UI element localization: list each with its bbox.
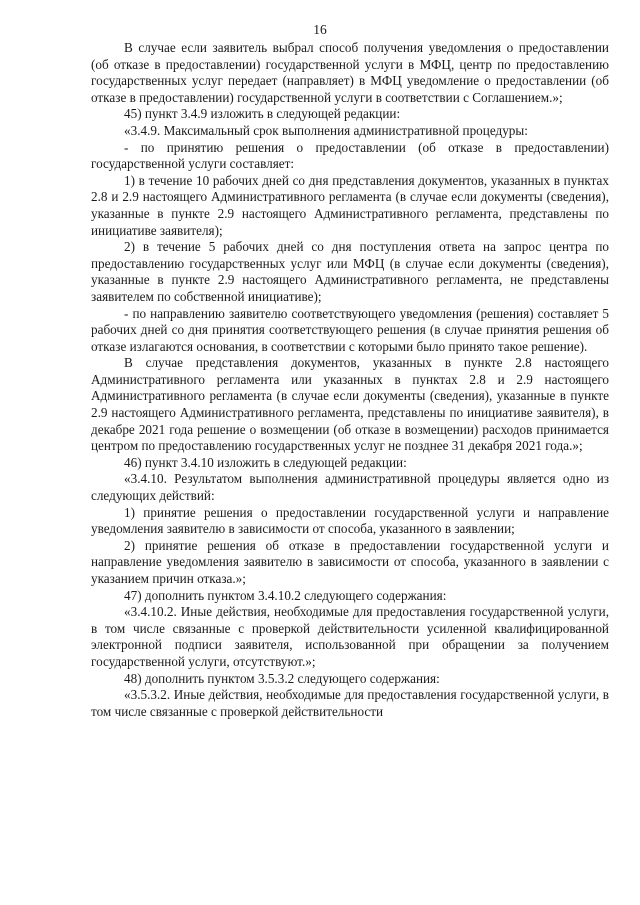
paragraph: - по принятию решения о предоставлении (об отказе в предоставлении) государственной услуги составляет: xyxy=(91,139,609,172)
paragraph: В случае представления документов, указанных в пункте 2.8 настоящего Административного регламента или указанных в пунктах 2.8 и 2.9 настоящего Административного регламента (в случае если документы (сведения), указанные в пункте 2.9 настоящего Административного регламента, представлены по инициативе заявителя), в декабре 2021 года решение о возмещении (об отказе в возмещении) расходов принимается центром по предоставлению государственных услуг не позднее 31 декабря 2021 года.»; xyxy=(91,355,609,454)
paragraph: 45) пункт 3.4.9 изложить в следующей редакции: xyxy=(124,106,401,122)
paragraph: 1) в течение 10 рабочих дней со дня представления документов, указанных в пунктах 2.8 и 2.9 настоящего Административного регламента (в случае если документы (сведения), указанные в пункте 2.9 настоящего Административного регламента, представлены по инициативе заявителя); xyxy=(91,172,609,238)
paragraph: «3.4.9. Максимальный срок выполнения административной процедуры: xyxy=(124,122,528,138)
paragraph: «3.4.10. Результатом выполнения административной процедуры является одно из следующих действий: xyxy=(91,471,609,504)
paragraph: 46) пункт 3.4.10 изложить в следующей редакции: xyxy=(124,454,407,470)
paragraph: 47) дополнить пунктом 3.4.10.2 следующего содержания: xyxy=(124,587,447,603)
paragraph: В случае если заявитель выбрал способ получения уведомления о предоставлении (об отказе в предоставлении) государственной услуги в МФЦ, центр по предоставлению государственных услуг передает (направляет) в МФЦ уведомление о предоставлении (об отказе в предоставлении) государственной услуги в соответствии с Соглашением.»; xyxy=(91,40,609,105)
paragraph: «3.5.3.2. Иные действия, необходимые для предоставления государственной услуги, в том числе связанные с проверкой действительности xyxy=(91,687,609,719)
paragraph: 1) принятие решения о предоставлении государственной услуги и направление уведомления заявителю в зависимости от способа, указанного в заявлении; xyxy=(91,504,609,537)
paragraph: - по направлению заявителю соответствующего уведомления (решения) составляет 5 рабочих дней со дня принятия соответствующего решения (в случае принятия решения об отказе излагаются основания, в соответствии с которыми было принято такое решение). xyxy=(91,305,609,354)
paragraph: 2) принятие решения об отказе в предоставлении государственной услуги и направление уведомления заявителю в зависимости от способа, указанного в заявлении с указанием причин отказа.»; xyxy=(91,537,609,586)
page-number: 16 xyxy=(313,22,327,37)
paragraph: 48) дополнить пунктом 3.5.3.2 следующего содержания: xyxy=(124,670,440,686)
paragraph: «3.4.10.2. Иные действия, необходимые для предоставления государственной услуги, в том числе связанные с проверкой действительности усиленной квалифицированной электронной подписи заявителя, использованной при обращении за получением государственной услуги, отсутствуют.»; xyxy=(91,604,609,669)
document-body xyxy=(91,40,609,720)
paragraph: 2) в течение 5 рабочих дней со дня поступления ответа на запрос центра по предоставлению государственных услуг или МФЦ (в случае если документы (сведения), указанные в пункте 2.9 настоящего Административного регламента, не представлены заявителем по собственной инициативе); xyxy=(91,239,609,304)
